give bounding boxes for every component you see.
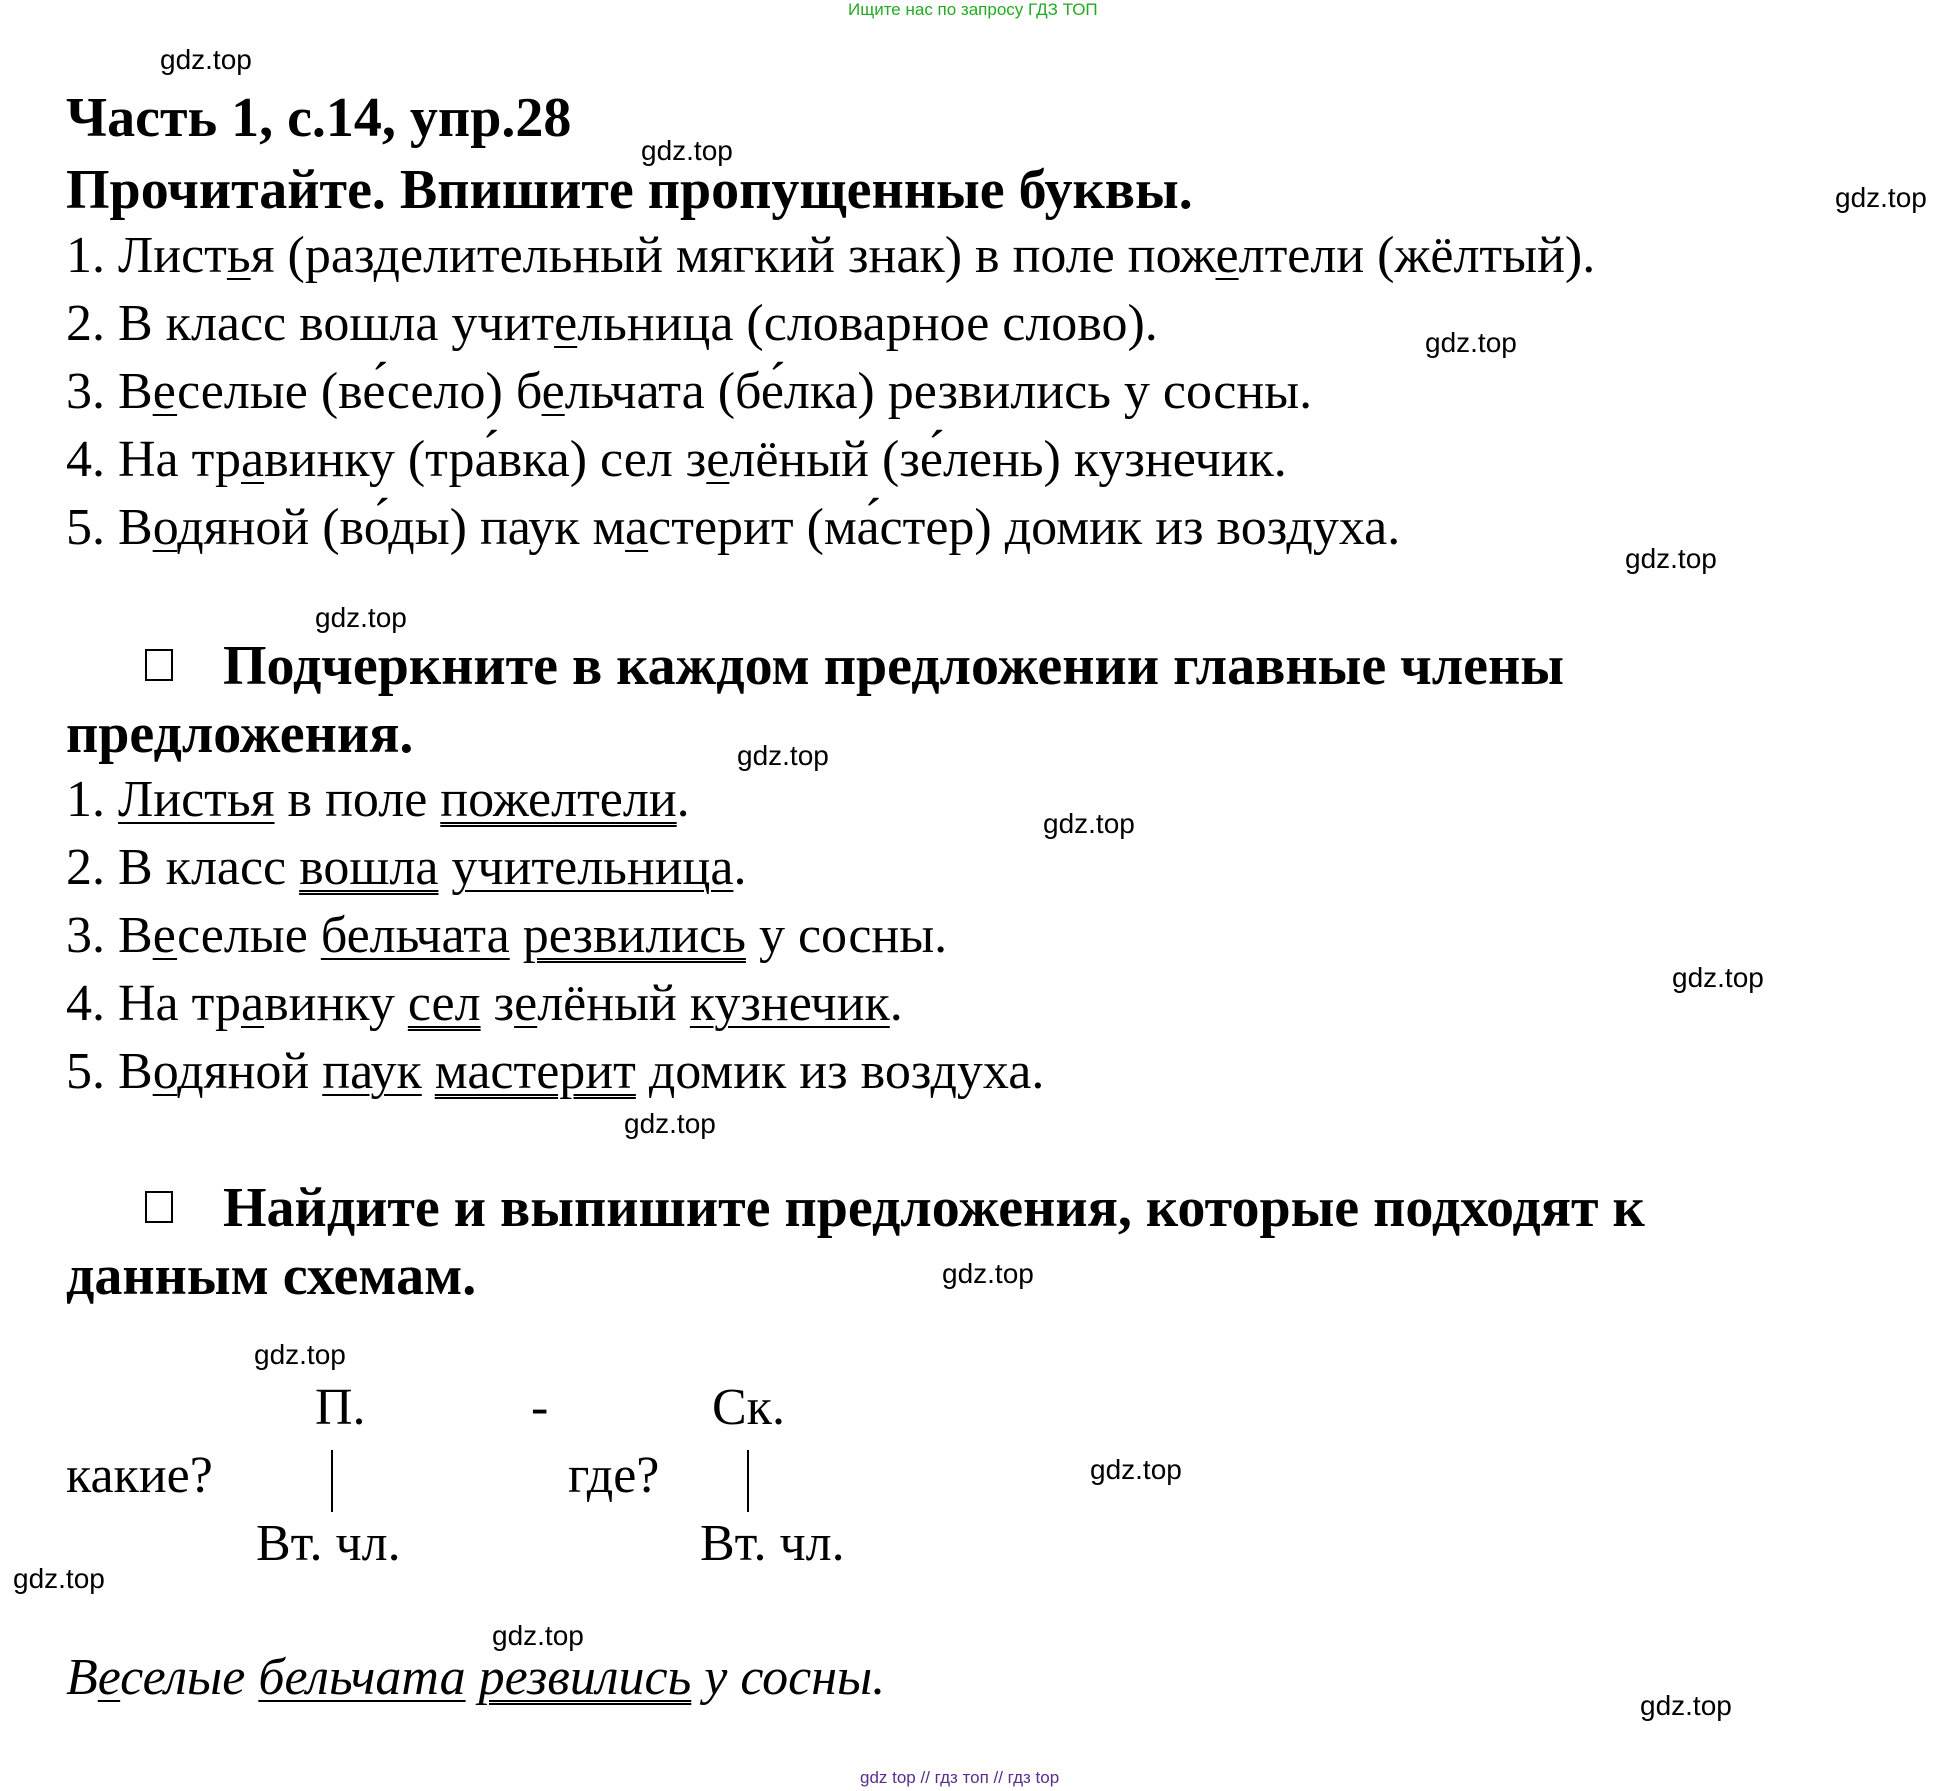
predicate: резвились [478, 1649, 692, 1706]
watermark: gdz.top [1835, 182, 1927, 213]
predicate: мастерит [434, 1043, 636, 1100]
task2-heading: Подчеркните в каждом предложении главные члены [145, 634, 1564, 698]
schema-connector [331, 1450, 333, 1512]
predicate: сел [407, 975, 481, 1032]
subject: паук [322, 1043, 422, 1100]
watermark: gdz.top [1640, 1690, 1732, 1721]
schema-secondary-2: Вт. чл. [700, 1515, 845, 1572]
part1-line-1: 1. Листья (разделительный мягкий знак) в поле пожелтели (жёлтый). [66, 227, 1596, 284]
top-note: Ищите нас по запросу ГДЗ ТОП [848, 0, 1098, 19]
part2-line-3: 3. Веселые бельчата резвились у сосны. [66, 907, 948, 964]
schema-dash: - [531, 1379, 549, 1436]
part2-line-4: 4. На травинку сел зелёный кузнечик. [66, 975, 903, 1032]
footer: gdz top // гдз топ // гдз top [860, 1768, 1060, 1787]
part1-line-5: 5. Водяной (во́ды) паук мастерит (ма́стер) домик из воздуха. [66, 499, 1401, 556]
watermark: gdz.top [254, 1339, 346, 1370]
schema-connector [747, 1450, 749, 1512]
part1-line-3: 3. Веселые (ве́село) бельчата (бе́лка) резвились у сосны. [66, 363, 1313, 420]
task1-heading: Прочитайте. Впишите пропущенные буквы. [66, 159, 1193, 221]
watermark: gdz.top [624, 1108, 716, 1139]
predicate: пожелтели [440, 771, 677, 828]
watermark: gdz.top [737, 740, 829, 771]
subject: бельчата [320, 907, 510, 964]
subject: учительница [451, 839, 734, 896]
task2-heading-cont: предложения. [66, 703, 414, 765]
schema-question-1: какие? [66, 1447, 213, 1504]
watermark: gdz.top [1043, 808, 1135, 839]
schema-predicate-label: Ск. [712, 1379, 785, 1436]
subject: кузнечик [689, 975, 890, 1032]
schema-secondary-1: Вт. чл. [256, 1515, 401, 1572]
watermark: gdz.top [942, 1258, 1034, 1289]
checkbox-icon [145, 1191, 173, 1223]
watermark: gdz.top [315, 602, 407, 633]
page-title: Часть 1, с.14, упр.28 [66, 87, 572, 149]
watermark: gdz.top [1090, 1454, 1182, 1485]
watermark: gdz.top [1672, 962, 1764, 993]
part1-line-2: 2. В класс вошла учительница (словарное слово). [66, 295, 1158, 352]
answer-sentence: Веселые бельчата резвились у сосны. [66, 1649, 886, 1706]
watermark: gdz.top [492, 1620, 584, 1651]
watermark: gdz.top [1425, 327, 1517, 358]
part2-line-1: 1. Листья в поле пожелтели. [66, 771, 690, 828]
subject: Листья [118, 771, 275, 828]
subject: бельчата [258, 1649, 466, 1706]
task3-heading-cont: данным схемам. [66, 1245, 477, 1307]
watermark: gdz.top [1625, 543, 1717, 574]
part1-line-4: 4. На травинку (тра́вка) сел зелёный (зе́лень) кузнечик. [66, 431, 1287, 488]
part2-line-5: 5. Водяной паук мастерит домик из воздуха. [66, 1043, 1045, 1100]
checkbox-icon [145, 649, 173, 681]
schema-subject-label: П. [315, 1379, 366, 1436]
predicate: вошла [299, 839, 439, 896]
part2-line-2: 2. В класс вошла учительница. [66, 839, 747, 896]
predicate: резвились [522, 907, 746, 964]
watermark: gdz.top [160, 44, 252, 75]
task3-heading: Найдите и выпишите предложения, которые подходят к [145, 1176, 1645, 1240]
schema-question-2: где? [568, 1447, 660, 1504]
watermark: gdz.top [641, 135, 733, 166]
watermark: gdz.top [13, 1563, 105, 1594]
